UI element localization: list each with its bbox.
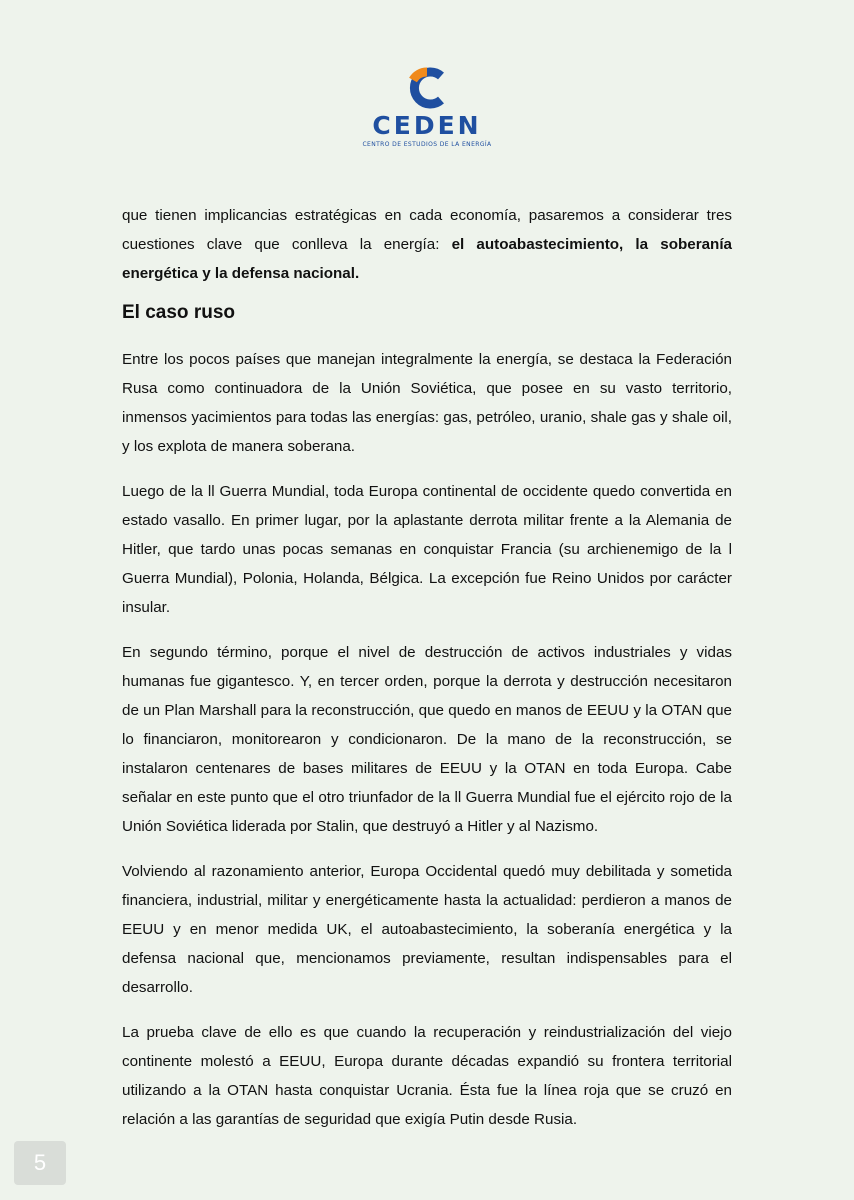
paragraph-4: Volviendo al razonamiento anterior, Europa Occidental quedó muy debilitada y sometida financiera, industrial, militar y energéticamente hasta la actualidad: perdieron a manos de EEUU y en menor medida UK, el autoabastecimiento, la soberanía energética y la defensa nacional que, mencionamos previamente, resultan indispensables para el desarrollo. [122,863,732,996]
intro-paragraph [122,201,732,288]
ceden-c-icon [405,66,449,110]
document-body [122,201,732,1150]
page-number: 5 [14,1141,66,1185]
logo-name: CEDEN [372,111,482,140]
paragraph-5: La prueba clave de ello es que cuando la recuperación y reindustrialización del viejo continente molestó a EEUU, Europa durante décadas expandió su frontera territorial utilizando a la OTAN hasta conquistar Ucrania. Ésta fue la línea roja que se cruzó en relación a las garantías de seguridad que exigía Putin desde Rusia. [122,1024,732,1128]
ceden-logo [362,66,492,161]
logo-subtitle: CENTRO DE ESTUDIOS DE LA ENERGÍA [362,141,492,148]
paragraph-2: Luego de la ll Guerra Mundial, toda Europa continental de occidente quedo convertida en estado vasallo. En primer lugar, por la aplastante derrota militar frente a la Alemania de Hitler, que tardo unas pocas semanas en conquistar Francia (su archienemigo de la l Guerra Mundial), Polonia, Holanda, Bélgica. La excepción fue Reino Unidos por carácter insular. [122,483,732,616]
paragraph-1: Entre los pocos países que manejan integralmente la energía, se destaca la Federación Rusa como continuadora de la Unión Soviética, que posee en su vasto territorio, inmensos yacimientos para todas las energías: gas, petróleo, uranio, shale gas y shale oil, y los explota de manera soberana. [122,351,732,455]
section-heading: El caso ruso [122,302,235,323]
paragraph-3: En segundo término, porque el nivel de destrucción de activos industriales y vidas humanas fue gigantesco. Y, en tercer orden, porque la derrota y destrucción necesitaron de un Plan Marshall para la reconstrucción, que quedo en manos de EEUU y la OTAN que lo financiaron, monitorearon y condicionaron. De la mano de la reconstrucción, se instalaron centenares de bases militares de EEUU y la OTAN en toda Europa. Cabe señalar en este punto que el otro triunfador de la ll Guerra Mundial fue el ejército rojo de la Unión Soviética liderada por Stalin, que destruyó a Hitler y al Nazismo. [122,644,732,835]
intro-bold-text: el autoabastecimiento, la soberanía energética y la defensa nacional. [122,236,732,282]
intro-text: que tienen implicancias estratégicas en cada economía, pasaremos a considerar tres cuestiones clave que conlleva la energía: [122,207,732,253]
